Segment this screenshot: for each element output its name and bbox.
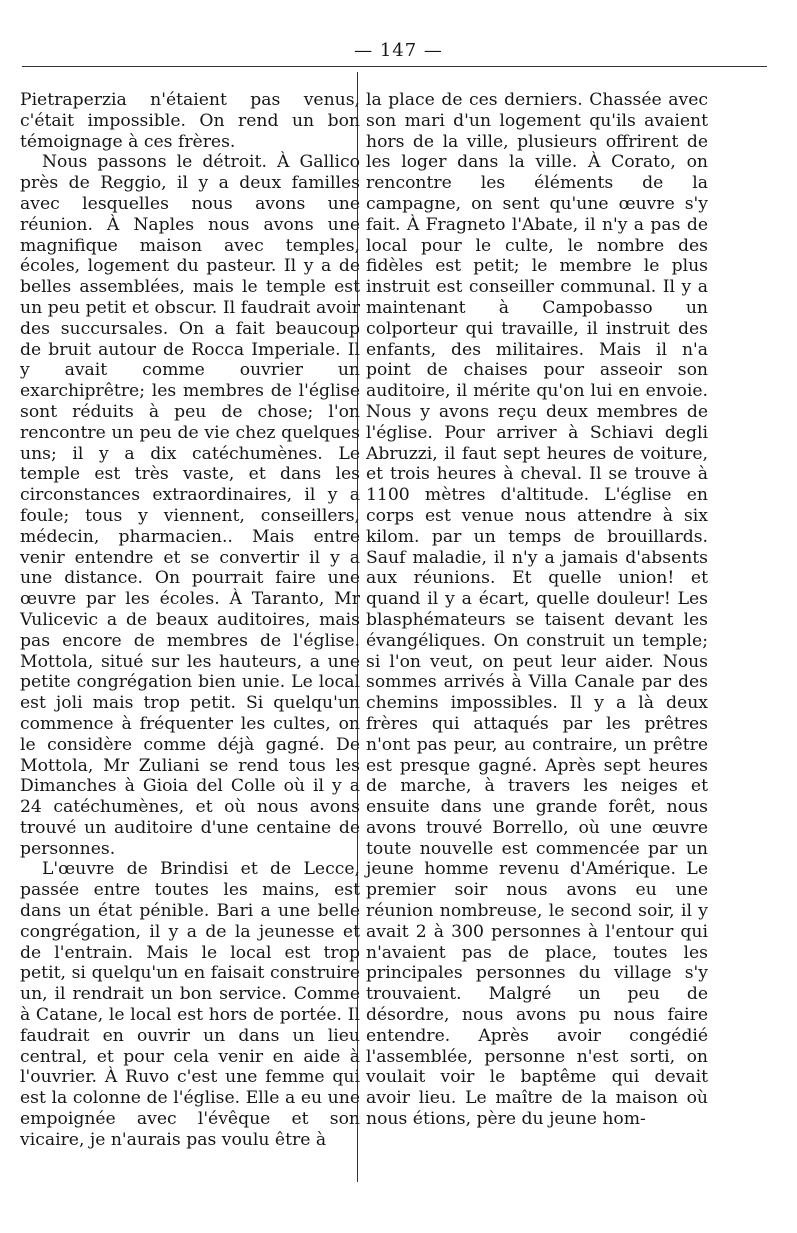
header-rule [22,66,767,67]
paragraph: Nous passons le détroit. À Gallico près de Reggio, il y a deux familles avec lesquelles nous avons une réunion. À Naples nous avons une magnifique maison avec temples, écoles, logement du pasteur. Il y a de belles assemblées, mais le temple est un peu petit et obscur. Il faudrait avoir des succursales. On a fait beaucoup de bruit autour de Rocca Imperiale. Il y avait comme ouvrier un exarchiprêtre; les membres de l'église sont réduits à peu de chose; l'on rencontre un peu de vie chez quelques uns; il y a dix catéchumènes. Le temple est très vaste, et dans les circonstances extraordinaires, il y a foule; tous y viennent, conseillers, médecin, pharmacien.. Mais entre venir entendre et se convertir il y a une distance. On pourrait faire une œuvre par les écoles. À Taranto, Mr Vulicevic a de beaux auditoires, mais pas encore de membres de l'église. Mottola, situé sur les hauteurs, a une petite congrégation bien unie. Le local est joli mais trop petit. Si quelqu'un commence à fréquenter les cultes, on le considère comme déjà gagné. De Mottola, Mr Zuliani se rend tous les Dimanches à Gioia del Colle où il y a 24 catéchumènes, et où nous avons trouvé un auditoire d'une centaine de personnes. [20,152,360,859]
right-column [366,90,708,1130]
paragraph: la place de ces derniers. Chassée avec son mari d'un logement qu'ils avaient hors de la ville, plusieurs offrirent de les loger dans la ville. À Corato, on rencontre les éléments de la campagne, on sent qu'une œuvre s'y fait. À Fragneto l'Abate, il n'y a pas de local pour le culte, le nombre des fidèles est petit; le membre le plus instruit est conseiller communal. Il y a maintenant à Campobasso un colporteur qui travaille, il instruit des enfants, des militaires. Mais il n'a point de chaises pour asseoir son auditoire, il mérite qu'on lui en envoie. Nous y avons reçu deux membres de l'église. Pour arriver à Schiavi degli Abruzzi, il faut sept heures de voiture, et trois heures à cheval. Il se trouve à 1100 mètres d'altitude. L'église en corps est venue nous attendre à six kilom. par un temps de brouillards. Sauf maladie, il n'y a jamais d'absents aux réunions. Et quelle union! et quand il y a écart, quelle douleur! Les blasphémateurs se taisent devant les évangéliques. On construit un temple; si l'on veut, on peut leur aider. Nous sommes arrivés à Villa Canale par des chemins impossibles. Il y a là deux frères qui attaqués par les prêtres n'ont pas peur, au contraire, un prêtre est presque gagné. Après sept heures de marche, à travers les neiges et ensuite dans une grande forêt, nous avons trouvé Borrello, où une œuvre toute nouvelle est commencée par un jeune homme revenu d'Amérique. Le premier soir nous avons eu une réunion nombreuse, le second soir, il y avait 2 à 300 personnes à l'entour qui n'avaient pas de place, toutes les principales personnes du village s'y trouvaient. Malgré un peu de désordre, nous avons pu nous faire entendre. Après avoir congédié l'assemblée, personne n'est sorti, on voulait voir le baptême qui devait avoir lieu. Le maître de la maison où nous étions, père du jeune hom- [366,90,708,1130]
paragraph: Pietraperzia n'étaient pas venus, c'était impossible. On rend un bon témoignage à ces frères. [20,90,360,152]
left-column [20,90,360,1151]
page-number: — 147 — [354,40,443,61]
paragraph: L'œuvre de Brindisi et de Lecce, passée entre toutes les mains, est dans un état pénible. Bari a une belle congrégation, il y a de la jeunesse et de l'entrain. Mais le local est trop petit, si quelqu'un en faisait construire un, il rendrait un bon service. Comme à Catane, le local est hors de portée. Il faudrait en ouvrir un dans un lieu central, et pour cela venir en aide à l'ouvrier. À Ruvo c'est une femme qui est la colonne de l'église. Elle a eu une empoignée avec l'évêque et son vicaire, je n'aurais pas voulu être à [20,859,360,1150]
